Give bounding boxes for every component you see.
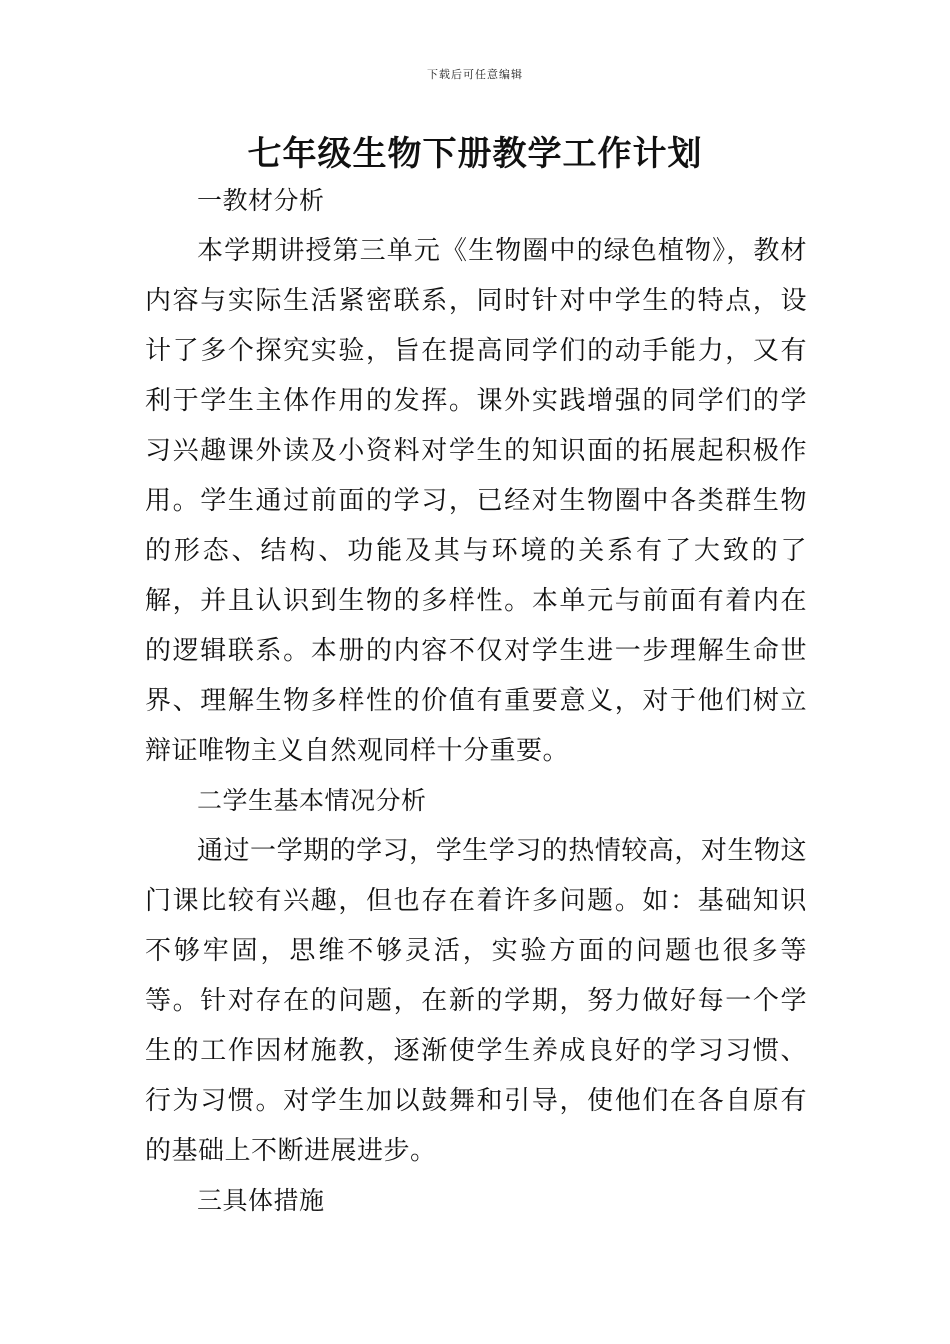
section-paragraph-1: 本学期讲授第三单元《生物圈中的绿色植物》，教材内容与实际生活紧密联系，同时针对中学生的特点，设计了多个探究实验，旨在提高同学们的动手能力，又有利于学生主体作用的发挥。课外实践增强的同学们的学习兴趣课外读及小资料对学生的知识面的拓展起积极作用。学生通过前面的学习，已经对生物圈中各类群生物的形态、结构、功能及其与环境的关系有了大致的了解，并且认识到生物的多样性。本单元与前面有着内在的逻辑联系。本册的内容不仅对学生进一步理解生命世界、理解生物多样性的价值有重要意义，对于他们树立辩证唯物主义自然观同样十分重要。 [145, 236, 807, 766]
document-body [145, 176, 807, 1226]
section-paragraph-2: 通过一学期的学习，学生学习的热情较高，对生物这门课比较有兴趣，但也存在着许多问题。如：基础知识不够牢固，思维不够灵活，实验方面的问题也很多等等。针对存在的问题，在新的学期，努力做好每一个学生的工作因材施教，逐渐使学生养成良好的学习习惯、行为习惯。对学生加以鼓舞和引导，使他们在各自原有的基础上不断进展进步。 [145, 836, 807, 1166]
section-heading-2: 二学生基本情况分析 [197, 786, 427, 815]
section-heading-1: 一教材分析 [197, 186, 325, 215]
header-note: 下载后可任意编辑 [427, 68, 523, 81]
section-heading-3: 三具体措施 [197, 1186, 325, 1215]
document-title: 七年级生物下册教学工作计划 [247, 134, 703, 174]
